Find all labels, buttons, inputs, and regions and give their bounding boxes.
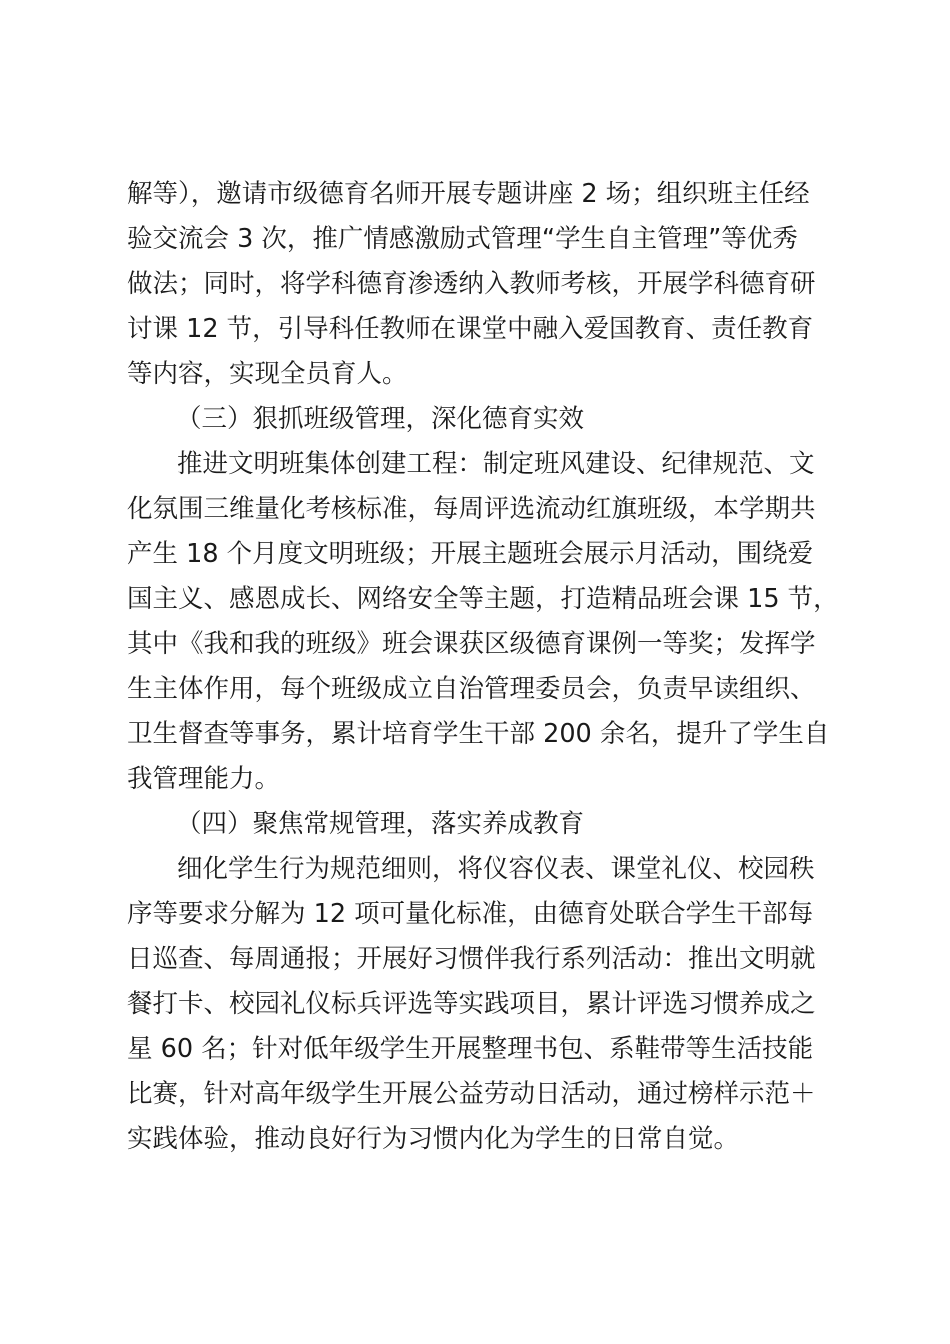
paragraph-line: 细化学生行为规范细则，将仪容仪表、课堂礼仪、校园秩 — [177, 854, 815, 884]
paragraph-line: 星 60 名；针对低年级学生开展整理书包、系鞋带等生活技能 — [127, 1034, 814, 1064]
paragraph-line: 生主体作用，每个班级成立自治管理委员会，负责早读组织、 — [127, 674, 816, 704]
section-heading-3: （三）狠抓班级管理，深化德育实效 — [176, 404, 585, 434]
paragraph-line: 做法；同时，将学科德育渗透纳入教师考核，开展学科德育研 — [127, 269, 816, 299]
paragraph-line: 我管理能力。 — [127, 764, 281, 794]
paragraph-line: 实践体验，推动良好行为习惯内化为学生的日常自觉。 — [127, 1124, 740, 1154]
paragraph-line: 解等），邀请市级德育名师开展专题讲座 2 场；组织班主任经 — [127, 179, 810, 209]
paragraph-line: 比赛，针对高年级学生开展公益劳动日活动，通过榜样示范＋ — [127, 1079, 816, 1109]
paragraph-line: 推进文明班集体创建工程：制定班风建设、纪律规范、文 — [177, 449, 815, 479]
paragraph-line: 产生 18 个月度文明班级；开展主题班会展示月活动，围绕爱 — [127, 539, 814, 569]
paragraph-line: 讨课 12 节，引导科任教师在课堂中融入爱国教育、责任教育 — [127, 314, 814, 344]
paragraph-line: 餐打卡、校园礼仪标兵评选等实践项目，累计评选习惯养成之 — [127, 989, 816, 1019]
paragraph-line: 国主义、感恩成长、网络安全等主题，打造精品班会课 15 节， — [127, 584, 839, 614]
paragraph-line: 等内容，实现全员育人。 — [127, 359, 408, 389]
paragraph-line: 卫生督查等事务，累计培育学生干部 200 余名，提升了学生自 — [127, 719, 830, 749]
section-heading-4: （四）聚焦常规管理，落实养成教育 — [176, 809, 585, 839]
paragraph-line: 化氛围三维量化考核标准，每周评选流动红旗班级，本学期共 — [127, 494, 816, 524]
paragraph-line: 序等要求分解为 12 项可量化标准，由德育处联合学生干部每 — [127, 899, 814, 929]
paragraph-line: 其中《我和我的班级》班会课获区级德育课例一等奖；发挥学 — [127, 629, 816, 659]
paragraph-line: 日巡查、每周通报；开展好习惯伴我行系列活动：推出文明就 — [127, 944, 816, 974]
paragraph-line: 验交流会 3 次，推广情感激励式管理“学生自主管理”等优秀 — [127, 224, 798, 254]
